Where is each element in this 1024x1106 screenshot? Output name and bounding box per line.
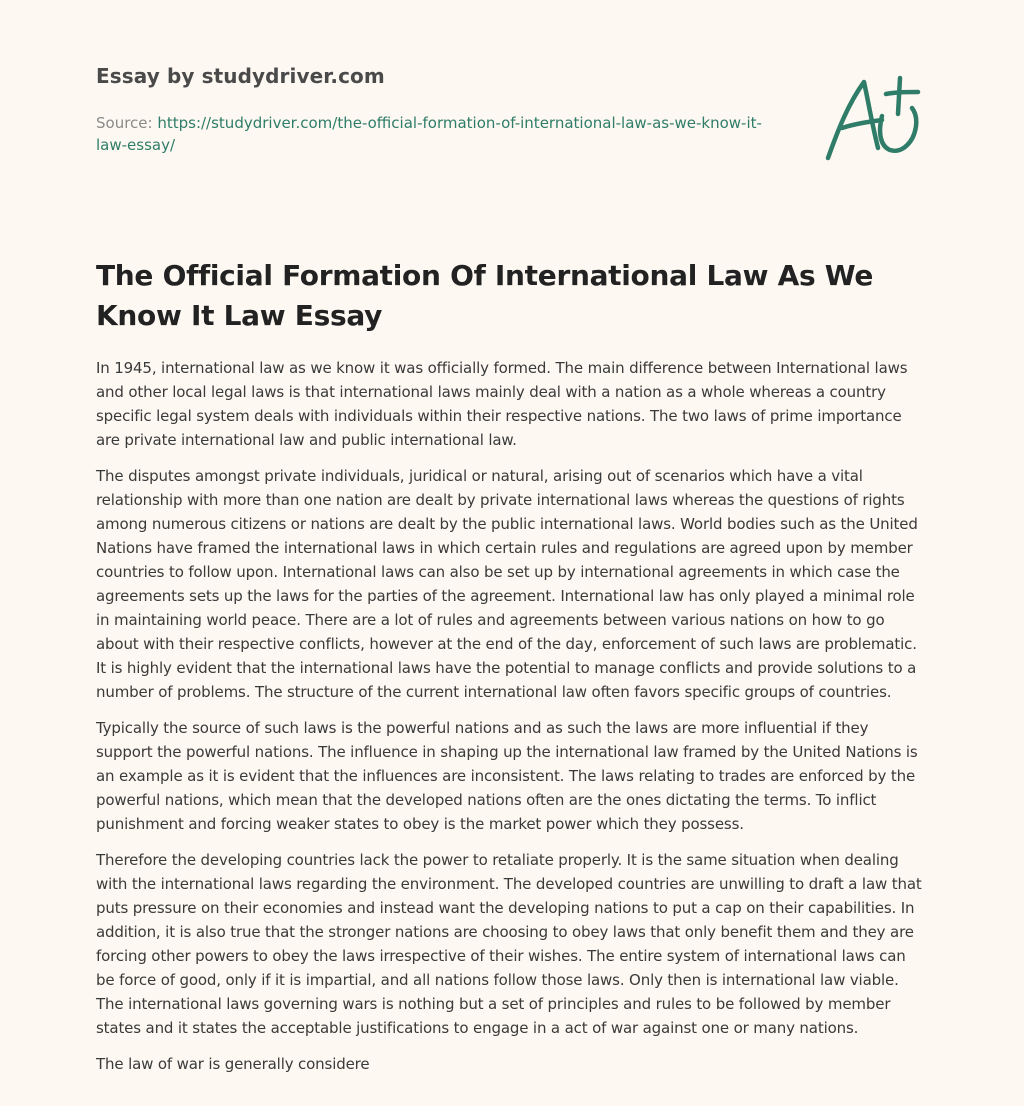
source-label: Source: [96, 114, 158, 132]
essay-title: The Official Formation Of International Law As We Know It Law Essay [96, 259, 874, 332]
paragraph: The disputes amongst private individuals, juridical or natural, arising out of scenarios which have a vital relationship with more than one nation are dealt by private international laws whereas the questions of rights among numerous citizens or nations are dealt by the public international laws. World bodies such as the United Nations have framed the international laws in which certain rules and regulations are agreed upon by member countries to follow upon. International laws can also be set up by international agreements in which case the agreements sets up the laws for the parties of the agreement. International law has only played a minimal role in maintaining world peace. There are a lot of rules and agreements between various nations on how to go about with their respective conflicts, however at the end of the day, enforcement of such laws are problematic. It is highly evident that the international laws have the potential to manage conflicts and provide solutions to a number of problems. The structure of the current international law often favors specific groups of countries. [96, 467, 918, 701]
source-link[interactable]: https://studydriver.com/the-official-formation-of-international-law-as-we-know-it-law-essay/ [96, 114, 762, 154]
a-plus-logo-icon [824, 70, 924, 166]
paragraph: Typically the source of such laws is the powerful nations and as such the laws are more influential if they support the powerful nations. The influence in shaping up the international law framed by the United Nations is an example as it is evident that the influences are inconsistent. The laws relating to trades are enforced by the powerful nations, which mean that the developed nations often are the ones dictating the terms. To inflict punishment and forcing weaker states to obey is the market power which they possess. [96, 719, 918, 833]
brand-title: Essay by studydriver.com [96, 64, 385, 88]
paragraph: Therefore the developing countries lack the power to retaliate properly. It is the same situation when dealing with the international laws regarding the environment. The developed countries are unwilling to draft a law that puts pressure on their economies and instead want the developing nations to put a cap on their capabilities. In addition, it is also true that the stronger nations are choosing to obey laws that only benefit them and they are forcing other powers to obey the laws irrespective of their wishes. The entire system of international laws can be force of good, only if it is impartial, and all nations follow those laws. Only then is international law viable. The international laws governing wars is nothing but a set of principles and rules to be followed by member states and it states the acceptable justifications to engage in a act of war against one or many nations. [96, 851, 922, 1037]
essay-body [96, 356, 928, 1088]
paragraph: In 1945, international law as we know it was officially formed. The main difference between International laws and other local legal laws is that international laws mainly deal with a nation as a whole whereas a country specific legal system deals with individuals within their respective nations. The two laws of prime importance are private international law and public international law. [96, 359, 908, 449]
source-line [96, 112, 766, 156]
paragraph: The law of war is generally considere [96, 1055, 370, 1073]
